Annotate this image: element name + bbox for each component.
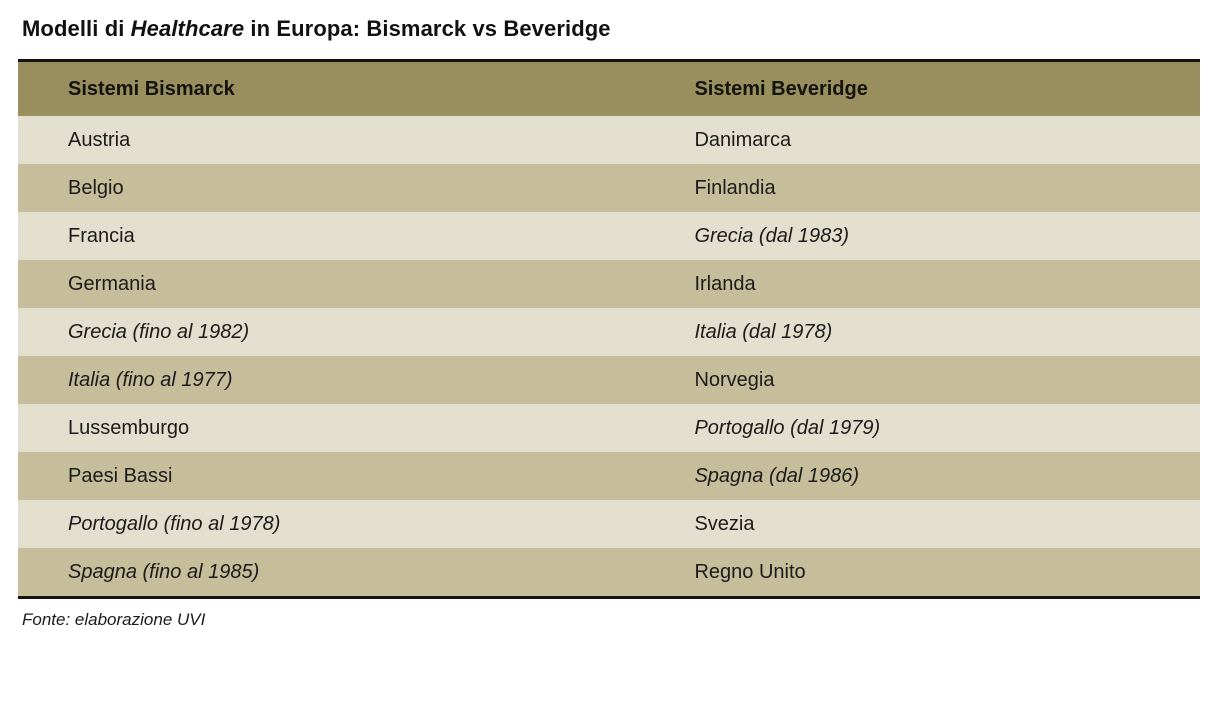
cell-beveridge: Svezia bbox=[644, 500, 1200, 548]
table-body bbox=[18, 116, 1200, 596]
cell-bismarck: Francia bbox=[18, 212, 644, 260]
table-row bbox=[18, 212, 1200, 260]
page-title-italic-term: Healthcare bbox=[130, 16, 245, 41]
table-row bbox=[18, 260, 1200, 308]
cell-beveridge: Grecia (dal 1983) bbox=[644, 212, 1200, 260]
cell-bismarck: Austria bbox=[18, 116, 644, 164]
table-row bbox=[18, 404, 1200, 452]
cell-beveridge: Irlanda bbox=[644, 260, 1200, 308]
cell-beveridge: Regno Unito bbox=[644, 548, 1200, 596]
table-header-row bbox=[18, 62, 1200, 116]
cell-bismarck: Germania bbox=[18, 260, 644, 308]
cell-beveridge: Danimarca bbox=[644, 116, 1200, 164]
cell-bismarck: Lussemburgo bbox=[18, 404, 644, 452]
table-row bbox=[18, 452, 1200, 500]
table-row bbox=[18, 116, 1200, 164]
table-row bbox=[18, 308, 1200, 356]
page-title-before: Modelli di bbox=[22, 16, 131, 41]
source-note: Fonte: elaborazione UVI bbox=[22, 610, 206, 629]
table-row bbox=[18, 356, 1200, 404]
cell-bismarck: Paesi Bassi bbox=[18, 452, 644, 500]
page-title bbox=[22, 16, 1200, 42]
cell-bismarck: Grecia (fino al 1982) bbox=[18, 308, 644, 356]
table-row bbox=[18, 500, 1200, 548]
comparison-table bbox=[18, 62, 1200, 596]
cell-beveridge: Spagna (dal 1986) bbox=[644, 452, 1200, 500]
table-head bbox=[18, 62, 1200, 116]
cell-bismarck: Portogallo (fino al 1978) bbox=[18, 500, 644, 548]
column-header-bismarck: Sistemi Bismarck bbox=[18, 62, 644, 116]
cell-beveridge: Italia (dal 1978) bbox=[644, 308, 1200, 356]
cell-bismarck: Spagna (fino al 1985) bbox=[18, 548, 644, 596]
page-title-after: in Europa: Bismarck vs Beveridge bbox=[244, 16, 611, 41]
cell-beveridge: Portogallo (dal 1979) bbox=[644, 404, 1200, 452]
cell-beveridge: Norvegia bbox=[644, 356, 1200, 404]
cell-beveridge: Finlandia bbox=[644, 164, 1200, 212]
table-row bbox=[18, 548, 1200, 596]
column-header-beveridge: Sistemi Beveridge bbox=[644, 62, 1200, 116]
cell-bismarck: Italia (fino al 1977) bbox=[18, 356, 644, 404]
table-row bbox=[18, 164, 1200, 212]
comparison-table-wrapper bbox=[18, 59, 1200, 599]
cell-bismarck: Belgio bbox=[18, 164, 644, 212]
